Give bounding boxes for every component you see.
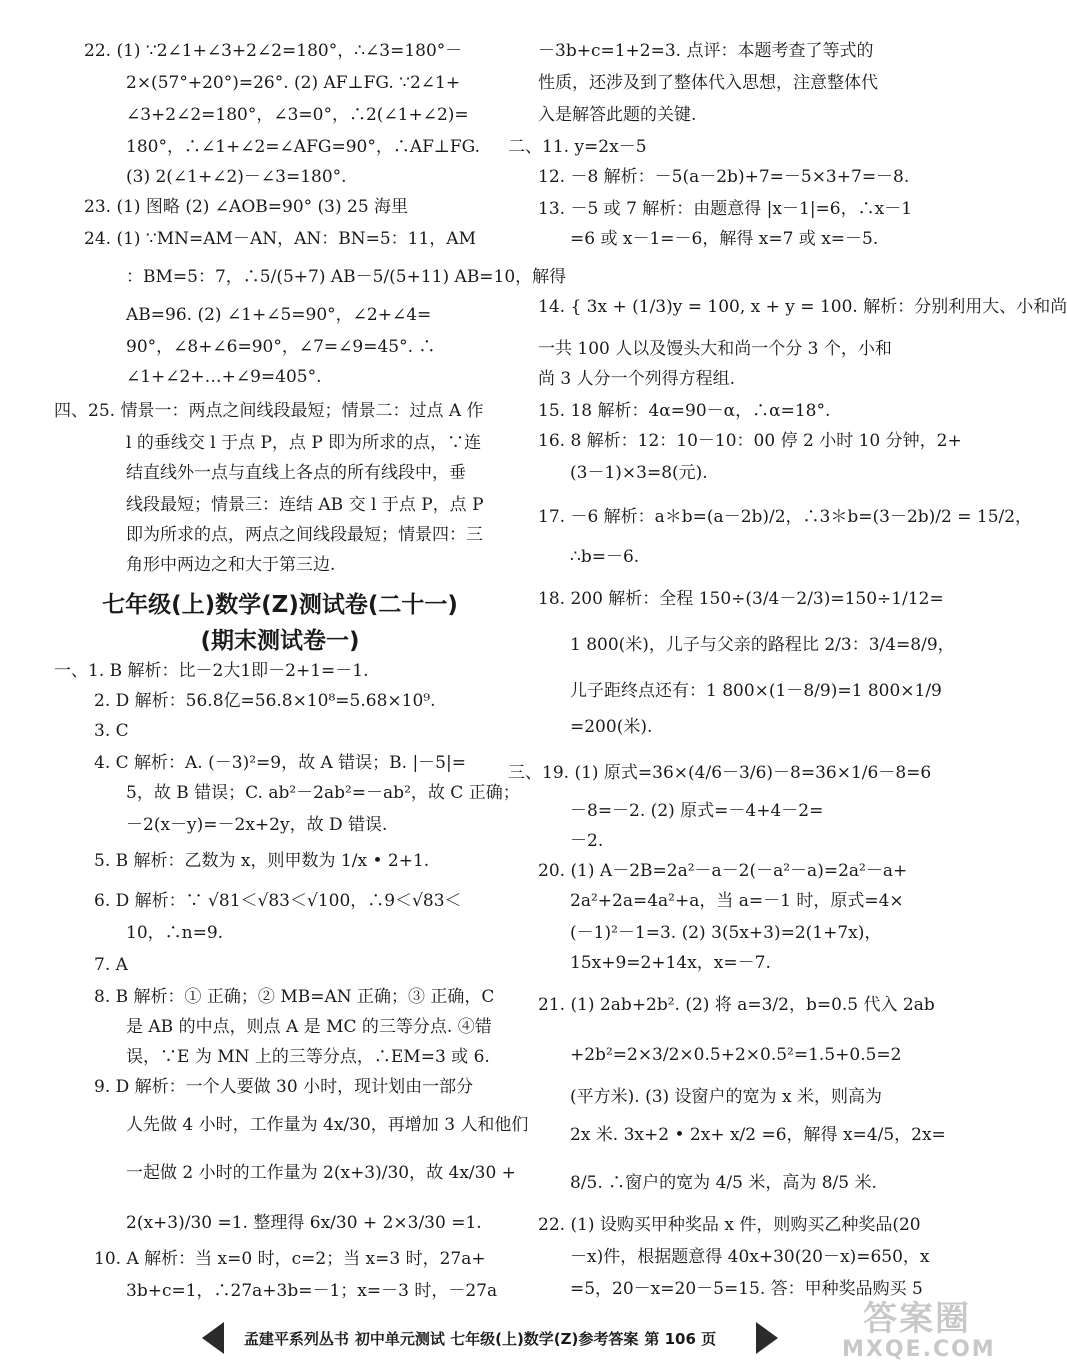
answer-line: 人先做 4 小时，工作量为 4x/30，再增加 3 人和他们 (126, 1115, 529, 1135)
answer-line: 90°，∠8+∠6=90°，∠7=∠9=45°. ∴ (126, 337, 436, 357)
answer-line: ∠3+2∠2=180°，∠3=0°，∴2(∠1+∠2)= (126, 105, 469, 125)
answer-line: －8=－2. (2) 原式=－4+4－2= (570, 801, 824, 821)
answer-line: 一共 100 人以及馒头大和尚一个分 3 个，小和 (538, 339, 892, 359)
answer-line: 2x 米. 3x+2 • 2x+ x/2 =6，解得 x=4/5，2x= (570, 1125, 946, 1145)
answer-line: 2×(57°+20°)=26°. (2) AF⊥FG. ∵2∠1+ (126, 73, 461, 93)
answer-line: 22. (1) 设购买甲种奖品 x 件，则购买乙种奖品(20 (538, 1215, 921, 1235)
answer-line: 三、19. (1) 原式=36×(4/6－3/6)－8=36×1/6－8=6 (508, 763, 932, 783)
page-footer (200, 1320, 760, 1356)
answer-line: 10，∴n=9. (126, 923, 224, 943)
answer-line: 21. (1) 2ab+2b². (2) 将 a=3/2，b=0.5 代入 2ab (538, 995, 935, 1015)
answer-line: 18. 200 解析：全程 150÷(3/4－2/3)=150÷1/12= (538, 589, 944, 609)
answer-line: =6 或 x－1=－6，解得 x=7 或 x=－5. (570, 229, 879, 249)
answer-line: 性质，还涉及到了整体代入思想，注意整体代 (538, 73, 878, 93)
answer-line: (3－1)×3=8(元). (570, 463, 708, 483)
answer-line: l 的垂线交 l 于点 P，点 P 即为所求的点，∵连 (126, 433, 482, 453)
answer-line: 14. { 3x + (1/3)y = 100, x + y = 100. 解析：分别利用大、小和尚 (538, 297, 1067, 317)
answer-line: 3. C (94, 721, 129, 741)
answer-line: 12. －8 解析：－5(a－2b)+7=－5×3+7=－8. (538, 167, 910, 187)
answer-line: 一起做 2 小时的工作量为 2(x+3)/30，故 4x/30 + (126, 1163, 516, 1183)
answer-line: 线段最短；情景三：连结 AB 交 l 于点 P，点 P (126, 495, 484, 515)
answer-line: －3b+c=1+2=3. 点评：本题考查了等式的 (538, 41, 874, 61)
page-number: 第 106 页 (644, 1329, 717, 1348)
answer-line: (－1)²－1=3. (2) 3(5x+3)=2(1+7x)， (570, 923, 882, 943)
answer-line: 7. A (94, 955, 128, 975)
answer-line: －2(x－y)=－2x+2y，故 D 错误. (126, 815, 388, 835)
answer-line: 17. －6 解析：a＊b=(a－2b)/2，∴3＊b=(3－2b)/2 = 15/2， (538, 507, 1033, 527)
answer-line: 2a²+2a=4a²+a，当 a=－1 时，原式=4× (570, 891, 904, 911)
answer-line: 3b+c=1，∴27a+3b=－1；x=－3 时，－27a (126, 1281, 498, 1301)
answer-line: AB=96. (2) ∠1+∠5=90°，∠2+∠4= (126, 305, 432, 325)
answer-line: 10. A 解析：当 x=0 时，c=2；当 x=3 时，27a+ (94, 1249, 486, 1269)
answer-line: 即为所求的点，两点之间线段最短；情景四：三 (126, 525, 483, 545)
answer-line: 2(x+3)/30 =1. 整理得 6x/30 + 2×3/30 =1. (126, 1213, 482, 1233)
answer-line: (平方米). (3) 设窗户的宽为 x 米，则高为 (570, 1087, 882, 1107)
chevron-right-icon (756, 1322, 778, 1354)
answer-line: 2. D 解析：56.8亿=56.8×10⁸=5.68×10⁹. (94, 691, 436, 711)
answer-line: 四、25. 情景一：两点之间线段最短；情景二：过点 A 作 (54, 401, 484, 421)
answer-line: 4. C 解析：A. (－3)²=9，故 A 错误；B. |－5|= (94, 753, 466, 773)
answer-line: 儿子距终点还有：1 800×(1－8/9)=1 800×1/9 (570, 681, 942, 701)
answer-line: (3) 2(∠1+∠2)－∠3=180°. (126, 167, 347, 187)
answer-line: 入是解答此题的关键. (538, 105, 697, 125)
answer-line: 23. (1) 图略 (2) ∠AOB=90° (3) 25 海里 (84, 197, 409, 217)
answer-line: 误，∵E 为 MN 上的三等分点，∴EM=3 或 6. (126, 1047, 490, 1067)
answer-line: 15x+9=2+14x，x=－7. (570, 953, 771, 973)
answer-line: ∴b=－6. (570, 547, 640, 567)
answer-line: 一、1. B 解析：比－2大1即－2+1=－1. (54, 661, 369, 681)
answer-line: 角形中两边之和大于第三边. (126, 555, 336, 575)
answer-line: 是 AB 的中点，则点 A 是 MC 的三等分点. ④错 (126, 1017, 492, 1037)
answer-line: 9. D 解析：一个人要做 30 小时，现计划由一部分 (94, 1077, 474, 1097)
answer-line: +2b²=2×3/2×0.5+2×0.5²=1.5+0.5=2 (570, 1045, 902, 1065)
answer-line: 8. B 解析：① 正确；② MB=AN 正确；③ 正确，C (94, 987, 495, 1007)
answer-line: 16. 8 解析：12：10－10：00 停 2 小时 10 分钟，2+ (538, 431, 962, 451)
answer-line: 8/5. ∴窗户的宽为 4/5 米，高为 8/5 米. (570, 1173, 877, 1193)
answer-line: 180°，∴∠1+∠2=∠AFG=90°，∴AF⊥FG. (126, 137, 481, 157)
answer-line: 24. (1) ∵MN=AM－AN，AN：BN=5：11，AM (84, 229, 476, 249)
section-subtitle: (期末测试卷一) (200, 628, 360, 654)
answer-line: =200(米). (570, 717, 653, 737)
answer-line: 13. －5 或 7 解析：由题意得 |x－1|=6，∴x－1 (538, 199, 913, 219)
answer-line: 22. (1) ∵2∠1+∠3+2∠2=180°，∴∠3=180°－ (84, 41, 463, 61)
answer-line: 5，故 B 错误；C. ab²－2ab²=－ab²，故 C 正确； (126, 783, 520, 803)
answer-line: 二、11. y=2x－5 (508, 137, 647, 157)
answer-line: 20. (1) A－2B=2a²－a－2(－a²－a)=2a²－a+ (538, 861, 908, 881)
answer-line: 1 800(米)，儿子与父亲的路程比 2/3：3/4=8/9， (570, 635, 955, 655)
answer-line: =5，20－x=20－5=15. 答：甲种奖品购买 5 (570, 1279, 923, 1299)
watermark-logo (842, 1299, 996, 1366)
answer-line: 尚 3 人分一个列得方程组. (538, 369, 736, 389)
watermark-text: 答案圈 (863, 1299, 971, 1339)
section-title: 七年级(上)数学(Z)测试卷(二十一) (102, 592, 458, 618)
watermark-url: MXQE.COM (842, 1337, 996, 1362)
answer-line: －x)件，根据题意得 40x+30(20－x)=650，x (570, 1247, 930, 1267)
answer-line: 5. B 解析：乙数为 x，则甲数为 1/x • 2+1. (94, 851, 430, 871)
series-name: 孟建平系列丛书 (243, 1329, 349, 1348)
answer-line: 6. D 解析：∵ √81＜√83＜√100，∴9＜√83＜ (94, 891, 462, 911)
book-title: 初中单元测试 七年级(上)数学(Z)参考答案 (354, 1329, 639, 1348)
answer-line: －2. (570, 831, 604, 851)
answer-line: ：BM=5：7，∴5/(5+7) AB－5/(5+11) AB=10，解得 (126, 267, 567, 287)
answer-line: 15. 18 解析：4α=90－α，∴α=18°. (538, 401, 831, 421)
answer-line: 结直线外一点与直线上各点的所有线段中，垂 (126, 463, 466, 483)
answer-line: ∠1+∠2+…+∠9=405°. (126, 367, 322, 387)
